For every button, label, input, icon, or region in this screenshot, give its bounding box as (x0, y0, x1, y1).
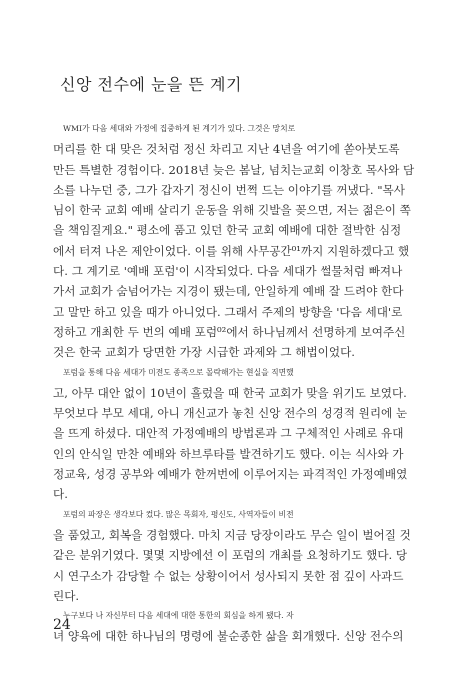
text-line: 에서 터져 나온 제안이었다. 이를 위해 사무공간⁰¹까지 지원하겠다고 했 (53, 243, 410, 258)
body-text (53, 119, 421, 647)
text-line: 무엇보다 부모 세대, 아니 개신교가 놓친 신앙 전수의 성경적 원리에 눈 (53, 406, 408, 421)
text-line: 머리를 한 대 맞은 것처럼 정신 차리고 지난 4년을 여기에 쏟아붓도록 (53, 142, 400, 157)
text-line: 고 말만 하고 있을 때가 아니었다. 그래서 주제의 방향을 '다음 세대'로 (53, 304, 403, 319)
text-line: 고, 아무 대안 없이 10년이 흘렀을 때 한국 교회가 맞을 위기도 보였다. (53, 385, 407, 400)
text-line: 누구보다 나 자신부터 다음 세대에 대한 통한의 회심을 하게 됐다. 자 (63, 611, 294, 621)
text-line: 을 뜨게 하셨다. 대안적 가정예배의 방법론과 그 구체적인 사례로 유대 (53, 426, 404, 441)
text-line: 님이 한국 교회 예배 살리기 운동을 위해 깃발을 꽂으면, 저는 젊은이 쪽 (53, 203, 411, 218)
text-line: 만든 특별한 경험이다. 2018년 늦은 봄날, 넘치는교회 이창호 목사와 담 (53, 162, 415, 177)
page-number: 24 (53, 617, 71, 633)
text-line: 녀 양육에 대한 하나님의 명령에 불순종한 삶을 회개했다. 신앙 전수의 (53, 629, 404, 644)
text-line: 정교육, 성경 공부와 예배가 한꺼번에 이루어지는 파격적인 가정예배였 (53, 467, 408, 482)
text-line: WMI가 다음 세대와 가정에 집중하게 된 계기가 있다. 그것은 망치로 (63, 124, 296, 133)
text-line: 소를 나누던 중, 그가 갑자기 정신이 번쩍 드는 이야기를 꺼냈다. "목사 (53, 182, 405, 197)
text-line: 포럼을 통해 다음 세대가 미전도 종족으로 몰락해가는 현실을 직면했 (63, 367, 294, 377)
text-line: 을 책임질게요." 평소에 품고 있던 한국 교회 예배에 대한 절박한 심정 (53, 223, 402, 238)
text-line: 인의 안식일 만찬 예배와 하브루타를 발견하기도 했다. 이는 식사와 가 (53, 446, 404, 461)
text-line: 다. (53, 487, 68, 502)
text-line: 린다. (53, 588, 80, 603)
section-title: 신앙 전수에 눈을 뜬 계기 (60, 75, 242, 94)
text-line: 것은 한국 교회가 당면한 가장 시급한 과제와 그 해법이었다. (53, 345, 355, 360)
text-line: 가서 교회가 숨넘어가는 지경이 됐는데, 안일하게 예배 잘 드려야 한다 (53, 284, 404, 299)
text-line: 같은 분위기였다. 몇몇 지방에선 이 포럼의 개최를 요청하기도 했다. 당 (53, 548, 408, 563)
text-line: 정하고 개최한 두 번의 예배 포럼⁰²에서 하나님께서 선명하게 보여주신 (53, 324, 406, 339)
text-line: 다. 그 계기로 '예배 포럼'이 시작되었다. 다음 세대가 썰물처럼 빠져나 (53, 264, 403, 279)
text-line: 포럼의 파장은 생각보다 컸다. 많은 목회자, 평신도, 사역자들이 비전 (63, 509, 294, 519)
text-line: 을 품었고, 회복을 경험했다. 마치 지금 당장이라도 무슨 일이 벌어질 것 (53, 527, 411, 542)
text-line: 시 연구소가 감당할 수 없는 상황이어서 성사되지 못한 점 깊이 사과드 (53, 568, 404, 583)
